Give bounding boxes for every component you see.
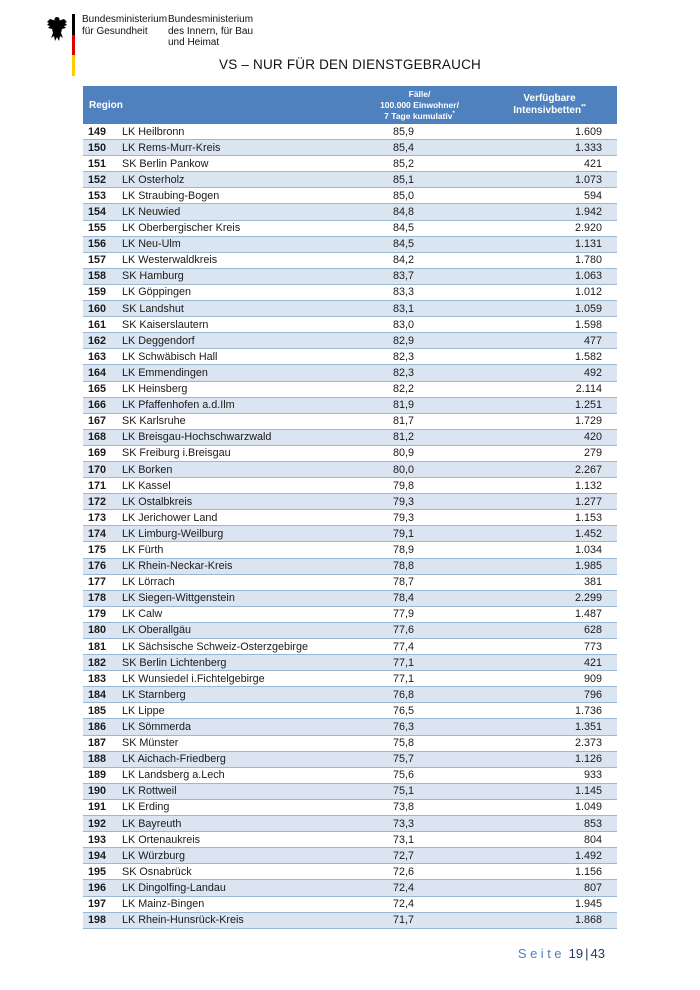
row-incidence: 85,2 <box>357 156 482 172</box>
row-incidence: 82,3 <box>357 365 482 381</box>
row-region: SK Freiburg i.Breisgau <box>120 445 357 461</box>
row-rank: 170 <box>83 461 120 477</box>
row-region: LK Straubing-Bogen <box>120 188 357 204</box>
table-row <box>83 445 617 461</box>
row-region: LK Göppingen <box>120 284 357 300</box>
row-region: LK Landsberg a.Lech <box>120 767 357 783</box>
row-region: SK Berlin Pankow <box>120 156 357 172</box>
row-region: LK Oberallgäu <box>120 622 357 638</box>
row-rank: 178 <box>83 590 120 606</box>
row-rank: 194 <box>83 848 120 864</box>
row-rank: 181 <box>83 639 120 655</box>
row-incidence: 82,9 <box>357 333 482 349</box>
row-region: LK Dingolfing-Landau <box>120 880 357 896</box>
table-row <box>83 494 617 510</box>
row-incidence: 81,9 <box>357 397 482 413</box>
row-icu-beds: 2.373 <box>482 735 617 751</box>
table-row <box>83 252 617 268</box>
table-row <box>83 687 617 703</box>
row-icu-beds: 1.945 <box>482 896 617 912</box>
footnote-mark: * <box>452 110 455 117</box>
row-incidence: 80,9 <box>357 445 482 461</box>
row-rank: 197 <box>83 896 120 912</box>
row-incidence: 71,7 <box>357 912 482 928</box>
row-region: LK Ostalbkreis <box>120 494 357 510</box>
row-incidence: 73,1 <box>357 832 482 848</box>
row-icu-beds: 1.131 <box>482 236 617 252</box>
row-region: LK Lippe <box>120 703 357 719</box>
row-incidence: 77,1 <box>357 655 482 671</box>
row-icu-beds: 1.153 <box>482 510 617 526</box>
row-region: LK Aichach-Friedberg <box>120 751 357 767</box>
row-incidence: 75,1 <box>357 783 482 799</box>
row-icu-beds: 804 <box>482 832 617 848</box>
table-row <box>83 848 617 864</box>
row-rank: 157 <box>83 252 120 268</box>
row-region: LK Starnberg <box>120 687 357 703</box>
row-incidence: 85,0 <box>357 188 482 204</box>
row-icu-beds: 1.598 <box>482 317 617 333</box>
row-region: LK Neuwied <box>120 204 357 220</box>
row-rank: 172 <box>83 494 120 510</box>
table-row <box>83 317 617 333</box>
row-icu-beds: 1.073 <box>482 172 617 188</box>
row-region: SK Münster <box>120 735 357 751</box>
row-icu-beds: 420 <box>482 429 617 445</box>
table-row <box>83 639 617 655</box>
row-icu-beds: 1.132 <box>482 478 617 494</box>
table-row <box>83 590 617 606</box>
row-icu-beds: 1.868 <box>482 912 617 928</box>
row-icu-beds: 909 <box>482 671 617 687</box>
row-incidence: 82,3 <box>357 349 482 365</box>
ministry-interior-line: des Innern, für Bau <box>168 25 254 37</box>
row-rank: 173 <box>83 510 120 526</box>
ministry-interior-name <box>168 14 278 49</box>
table-row <box>83 349 617 365</box>
row-icu-beds: 1.145 <box>482 783 617 799</box>
row-icu-beds: 1.351 <box>482 719 617 735</box>
row-icu-beds: 594 <box>482 188 617 204</box>
table-row <box>83 671 617 687</box>
row-rank: 195 <box>83 864 120 880</box>
row-incidence: 83,3 <box>357 284 482 300</box>
table-header-row <box>83 86 617 124</box>
row-rank: 187 <box>83 735 120 751</box>
table-body <box>83 124 617 928</box>
table-row <box>83 333 617 349</box>
row-incidence: 83,0 <box>357 317 482 333</box>
column-header-cases-line: 100.000 Einwohner/ <box>380 99 459 110</box>
row-rank: 175 <box>83 542 120 558</box>
row-incidence: 78,8 <box>357 558 482 574</box>
row-incidence: 79,3 <box>357 494 482 510</box>
table-row <box>83 655 617 671</box>
table-row <box>83 832 617 848</box>
table-row <box>83 558 617 574</box>
row-icu-beds: 2.299 <box>482 590 617 606</box>
table-row <box>83 767 617 783</box>
row-region: LK Rhein-Neckar-Kreis <box>120 558 357 574</box>
row-icu-beds: 2.114 <box>482 381 617 397</box>
table-row <box>83 574 617 590</box>
row-region: LK Ortenaukreis <box>120 832 357 848</box>
row-region: LK Rottweil <box>120 783 357 799</box>
row-region: LK Bayreuth <box>120 816 357 832</box>
table-row <box>83 381 617 397</box>
row-icu-beds: 1.780 <box>482 252 617 268</box>
row-region: LK Sächsische Schweiz-Osterzgebirge <box>120 639 357 655</box>
column-header-region-label: Region <box>89 99 123 111</box>
row-incidence: 78,9 <box>357 542 482 558</box>
ministry-health-line: für Gesundheit <box>82 25 148 37</box>
flag-red <box>72 35 75 56</box>
row-incidence: 85,1 <box>357 172 482 188</box>
table-row <box>83 510 617 526</box>
row-incidence: 77,9 <box>357 606 482 622</box>
column-header-beds-line: Intensivbetten <box>513 105 582 116</box>
row-rank: 186 <box>83 719 120 735</box>
table-row <box>83 816 617 832</box>
row-rank: 180 <box>83 622 120 638</box>
row-icu-beds: 1.126 <box>482 751 617 767</box>
row-incidence: 73,3 <box>357 816 482 832</box>
row-icu-beds: 1.492 <box>482 848 617 864</box>
row-incidence: 75,6 <box>357 767 482 783</box>
ministry-interior-line: Bundesministerium <box>168 14 254 25</box>
flag-black <box>72 14 75 35</box>
column-header-cases-line: Fälle/ <box>408 88 431 99</box>
row-icu-beds: 1.333 <box>482 140 617 156</box>
table-row <box>83 542 617 558</box>
row-rank: 185 <box>83 703 120 719</box>
row-icu-beds: 1.251 <box>482 397 617 413</box>
row-incidence: 77,4 <box>357 639 482 655</box>
table-row <box>83 864 617 880</box>
table-row <box>83 365 617 381</box>
row-rank: 167 <box>83 413 120 429</box>
row-rank: 166 <box>83 397 120 413</box>
row-rank: 191 <box>83 799 120 815</box>
row-rank: 162 <box>83 333 120 349</box>
row-region: LK Pfaffenhofen a.d.Ilm <box>120 397 357 413</box>
row-region: LK Oberbergischer Kreis <box>120 220 357 236</box>
row-icu-beds: 1.012 <box>482 284 617 300</box>
table-row <box>83 413 617 429</box>
page-footer <box>518 946 605 961</box>
district-incidence-table <box>83 86 617 929</box>
page-separator: | <box>585 946 589 961</box>
row-region: SK Osnabrück <box>120 864 357 880</box>
table-row <box>83 140 617 156</box>
row-icu-beds: 807 <box>482 880 617 896</box>
row-region: LK Mainz-Bingen <box>120 896 357 912</box>
column-header-icu-beds <box>482 86 617 124</box>
row-icu-beds: 1.034 <box>482 542 617 558</box>
row-rank: 196 <box>83 880 120 896</box>
table-row <box>83 188 617 204</box>
row-region: LK Fürth <box>120 542 357 558</box>
row-incidence: 84,5 <box>357 220 482 236</box>
row-rank: 193 <box>83 832 120 848</box>
row-rank: 163 <box>83 349 120 365</box>
ministry-interior-line: und Heimat <box>168 37 220 48</box>
row-icu-beds: 279 <box>482 445 617 461</box>
column-header-beds-line: Verfügbare <box>523 92 576 104</box>
row-rank: 164 <box>83 365 120 381</box>
row-incidence: 80,0 <box>357 461 482 477</box>
classification-label: VS – NUR FÜR DEN DIENSTGEBRAUCH <box>219 57 481 72</box>
table-row <box>83 880 617 896</box>
row-rank: 153 <box>83 188 120 204</box>
row-region: SK Hamburg <box>120 268 357 284</box>
table-row <box>83 461 617 477</box>
row-incidence: 73,8 <box>357 799 482 815</box>
table-row <box>83 912 617 928</box>
row-rank: 183 <box>83 671 120 687</box>
row-icu-beds: 1.452 <box>482 526 617 542</box>
row-rank: 150 <box>83 140 120 156</box>
row-region: LK Erding <box>120 799 357 815</box>
row-icu-beds: 773 <box>482 639 617 655</box>
row-icu-beds: 853 <box>482 816 617 832</box>
table-row <box>83 124 617 140</box>
row-region: LK Jerichower Land <box>120 510 357 526</box>
row-region: LK Kassel <box>120 478 357 494</box>
row-incidence: 72,7 <box>357 848 482 864</box>
table-row <box>83 799 617 815</box>
row-incidence: 85,4 <box>357 140 482 156</box>
row-icu-beds: 1.582 <box>482 349 617 365</box>
table-row <box>83 606 617 622</box>
row-rank: 188 <box>83 751 120 767</box>
row-region: LK Würzburg <box>120 848 357 864</box>
row-region: LK Emmendingen <box>120 365 357 381</box>
row-rank: 156 <box>83 236 120 252</box>
row-icu-beds: 492 <box>482 365 617 381</box>
row-region: LK Borken <box>120 461 357 477</box>
row-rank: 161 <box>83 317 120 333</box>
table-row <box>83 751 617 767</box>
row-incidence: 79,8 <box>357 478 482 494</box>
page-number: 19 <box>568 946 584 961</box>
row-rank: 169 <box>83 445 120 461</box>
row-incidence: 77,1 <box>357 671 482 687</box>
table-row <box>83 783 617 799</box>
table-row <box>83 429 617 445</box>
row-icu-beds: 1.942 <box>482 204 617 220</box>
row-rank: 192 <box>83 816 120 832</box>
row-region: LK Wunsiedel i.Fichtelgebirge <box>120 671 357 687</box>
row-rank: 174 <box>83 526 120 542</box>
table-row <box>83 719 617 735</box>
row-icu-beds: 1.487 <box>482 606 617 622</box>
table-row <box>83 172 617 188</box>
table-row <box>83 301 617 317</box>
row-incidence: 79,3 <box>357 510 482 526</box>
row-icu-beds: 1.736 <box>482 703 617 719</box>
row-icu-beds: 477 <box>482 333 617 349</box>
row-incidence: 76,8 <box>357 687 482 703</box>
table-row <box>83 284 617 300</box>
table-row <box>83 156 617 172</box>
table-row <box>83 220 617 236</box>
row-region: SK Kaiserslautern <box>120 317 357 333</box>
row-region: LK Schwäbisch Hall <box>120 349 357 365</box>
row-region: LK Calw <box>120 606 357 622</box>
row-incidence: 84,8 <box>357 204 482 220</box>
row-icu-beds: 1.985 <box>482 558 617 574</box>
row-incidence: 81,2 <box>357 429 482 445</box>
row-icu-beds: 628 <box>482 622 617 638</box>
ministry-health-line: Bundesministerium <box>82 14 168 25</box>
page-total: 43 <box>590 946 605 961</box>
row-icu-beds: 1.609 <box>482 124 617 140</box>
row-icu-beds: 1.049 <box>482 799 617 815</box>
row-rank: 198 <box>83 912 120 928</box>
row-icu-beds: 1.063 <box>482 268 617 284</box>
row-rank: 190 <box>83 783 120 799</box>
row-region: LK Lörrach <box>120 574 357 590</box>
row-incidence: 84,5 <box>357 236 482 252</box>
row-incidence: 72,4 <box>357 896 482 912</box>
row-region: LK Limburg-Weilburg <box>120 526 357 542</box>
row-region: LK Osterholz <box>120 172 357 188</box>
row-region: LK Breisgau-Hochschwarzwald <box>120 429 357 445</box>
row-icu-beds: 1.059 <box>482 301 617 317</box>
ministry-health-name <box>82 14 168 37</box>
row-icu-beds: 1.277 <box>482 494 617 510</box>
column-header-region <box>83 86 357 124</box>
footnote-mark: ** <box>581 104 586 111</box>
column-header-cases <box>357 86 482 124</box>
row-region: LK Rhein-Hunsrück-Kreis <box>120 912 357 928</box>
row-icu-beds: 2.267 <box>482 461 617 477</box>
row-rank: 154 <box>83 204 120 220</box>
row-incidence: 85,9 <box>357 124 482 140</box>
row-rank: 152 <box>83 172 120 188</box>
row-region: LK Heinsberg <box>120 381 357 397</box>
row-region: SK Karlsruhe <box>120 413 357 429</box>
row-region: SK Berlin Lichtenberg <box>120 655 357 671</box>
row-rank: 151 <box>83 156 120 172</box>
row-region: LK Deggendorf <box>120 333 357 349</box>
table-row <box>83 478 617 494</box>
row-rank: 176 <box>83 558 120 574</box>
column-header-cases-line: 7 Tage kumulativ <box>384 110 453 121</box>
row-incidence: 79,1 <box>357 526 482 542</box>
row-icu-beds: 796 <box>482 687 617 703</box>
row-rank: 177 <box>83 574 120 590</box>
row-rank: 189 <box>83 767 120 783</box>
federal-eagle-icon <box>46 16 68 42</box>
row-incidence: 75,8 <box>357 735 482 751</box>
row-incidence: 72,6 <box>357 864 482 880</box>
table-row <box>83 397 617 413</box>
table-row <box>83 622 617 638</box>
table-row <box>83 268 617 284</box>
row-icu-beds: 933 <box>482 767 617 783</box>
row-incidence: 81,7 <box>357 413 482 429</box>
row-incidence: 75,7 <box>357 751 482 767</box>
row-incidence: 83,1 <box>357 301 482 317</box>
row-region: LK Heilbronn <box>120 124 357 140</box>
row-rank: 165 <box>83 381 120 397</box>
row-rank: 168 <box>83 429 120 445</box>
row-rank: 149 <box>83 124 120 140</box>
table-row <box>83 735 617 751</box>
row-rank: 182 <box>83 655 120 671</box>
row-region: LK Siegen-Wittgenstein <box>120 590 357 606</box>
row-region: LK Sömmerda <box>120 719 357 735</box>
table-row <box>83 204 617 220</box>
row-rank: 155 <box>83 220 120 236</box>
row-incidence: 72,4 <box>357 880 482 896</box>
row-incidence: 78,7 <box>357 574 482 590</box>
row-rank: 184 <box>83 687 120 703</box>
row-incidence: 77,6 <box>357 622 482 638</box>
row-rank: 171 <box>83 478 120 494</box>
table-row <box>83 896 617 912</box>
row-region: LK Westerwaldkreis <box>120 252 357 268</box>
row-incidence: 76,3 <box>357 719 482 735</box>
row-icu-beds: 421 <box>482 156 617 172</box>
row-region: LK Neu-Ulm <box>120 236 357 252</box>
row-icu-beds: 1.729 <box>482 413 617 429</box>
table-row <box>83 526 617 542</box>
row-icu-beds: 1.156 <box>482 864 617 880</box>
row-incidence: 83,7 <box>357 268 482 284</box>
row-icu-beds: 421 <box>482 655 617 671</box>
row-icu-beds: 381 <box>482 574 617 590</box>
page-label: Seite <box>517 946 566 961</box>
table-row <box>83 236 617 252</box>
row-rank: 179 <box>83 606 120 622</box>
row-region: SK Landshut <box>120 301 357 317</box>
row-incidence: 84,2 <box>357 252 482 268</box>
row-incidence: 78,4 <box>357 590 482 606</box>
row-rank: 159 <box>83 284 120 300</box>
row-region: LK Rems-Murr-Kreis <box>120 140 357 156</box>
row-rank: 158 <box>83 268 120 284</box>
row-rank: 160 <box>83 301 120 317</box>
row-incidence: 76,5 <box>357 703 482 719</box>
row-icu-beds: 2.920 <box>482 220 617 236</box>
row-incidence: 82,2 <box>357 381 482 397</box>
table-row <box>83 703 617 719</box>
